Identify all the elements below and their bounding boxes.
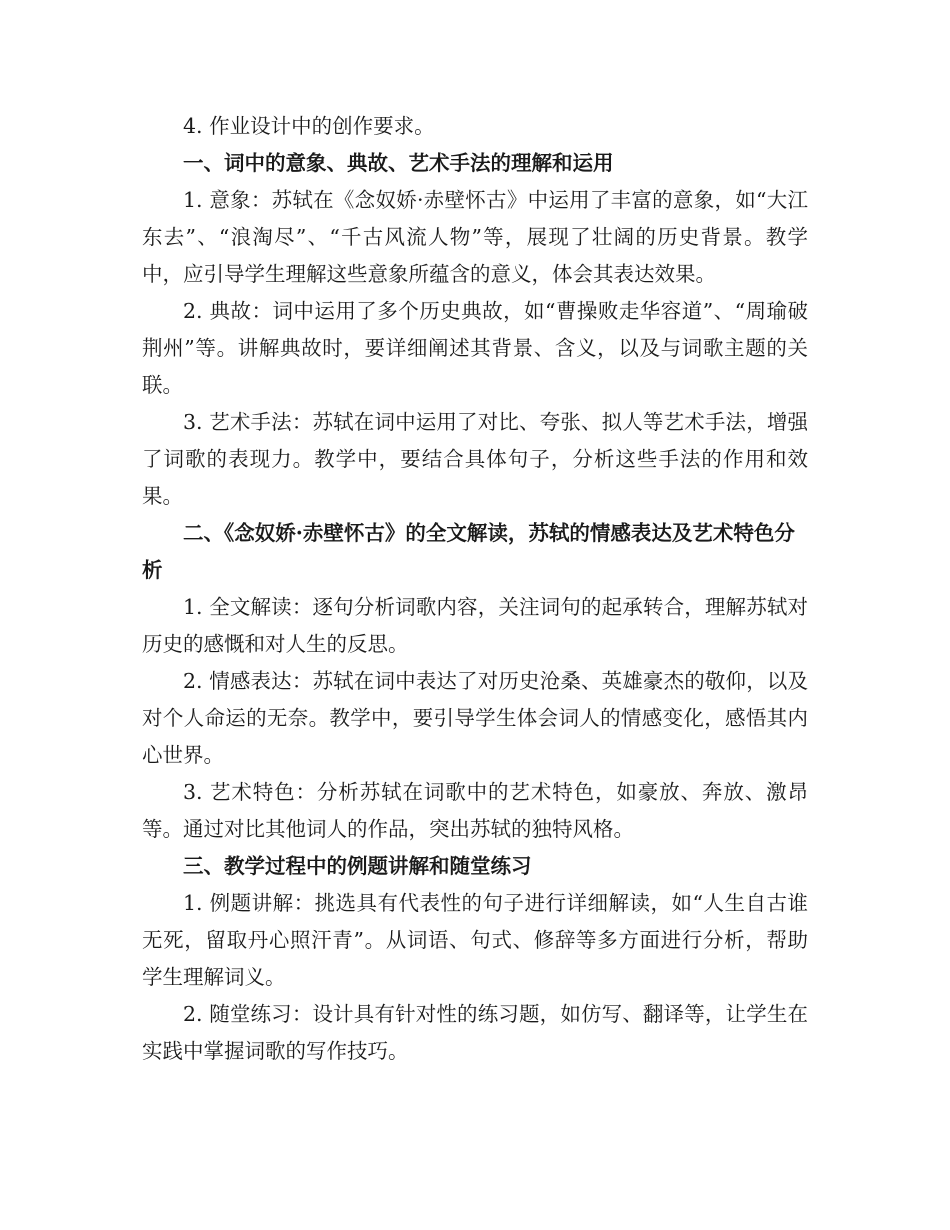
section-heading-2: 二、《念奴娇·赤壁怀古》的全文解读，苏轼的情感表达及艺术特色分析	[142, 521, 795, 582]
paragraph-full-reading: 1. 全文解读：逐句分析词歌内容，关注词句的起承转合，理解苏轼对历史的感慨和对人生的反思。	[142, 595, 808, 656]
paragraph-allusions: 2. 典故：词中运用了多个历史典故，如“曹操败走华容道”、“周瑜破荆州”等。讲解典故时，要详细阐述其背景、含义，以及与词歌主题的关联。	[142, 299, 808, 397]
paragraph-practice: 2. 随堂练习：设计具有针对性的练习题，如仿写、翻译等，让学生在实践中掌握词歌的写作技巧。	[142, 1002, 808, 1063]
section-heading-3: 三、教学过程中的例题讲解和随堂练习	[183, 854, 532, 878]
paragraph-imagery: 1. 意象：苏轼在《念奴娇·赤壁怀古》中运用了丰富的意象，如“大江东去”、“浪淘尽”、“千古风流人物”等，展现了壮阔的历史背景。教学中，应引导学生理解这些意象所蕴含的意义，体会其表达效果。	[142, 188, 808, 286]
paragraph-example: 1. 例题讲解：挑选具有代表性的句子进行详细解读，如“人生自古谁无死，留取丹心照汗青”。从词语、句式、修辞等多方面进行分析，帮助学生理解词义。	[142, 891, 808, 989]
paragraph-techniques: 3. 艺术手法：苏轼在词中运用了对比、夸张、拟人等艺术手法，增强了词歌的表现力。教学中，要结合具体句子，分析这些手法的作用和效果。	[142, 410, 808, 508]
paragraph-homework-item-4: 4. 作业设计中的创作要求。	[183, 114, 435, 138]
paragraph-emotion: 2. 情感表达：苏轼在词中表达了对历史沧桑、英雄豪杰的敬仰，以及对个人命运的无奈。教学中，要引导学生体会词人的情感变化，感悟其内心世界。	[142, 669, 808, 767]
section-heading-1: 一、词中的意象、典故、艺术手法的理解和运用	[183, 151, 614, 175]
paragraph-art-features: 3. 艺术特色：分析苏轼在词歌中的艺术特色，如豪放、奔放、激昂等。通过对比其他词人的作品，突出苏轼的独特风格。	[142, 780, 808, 841]
